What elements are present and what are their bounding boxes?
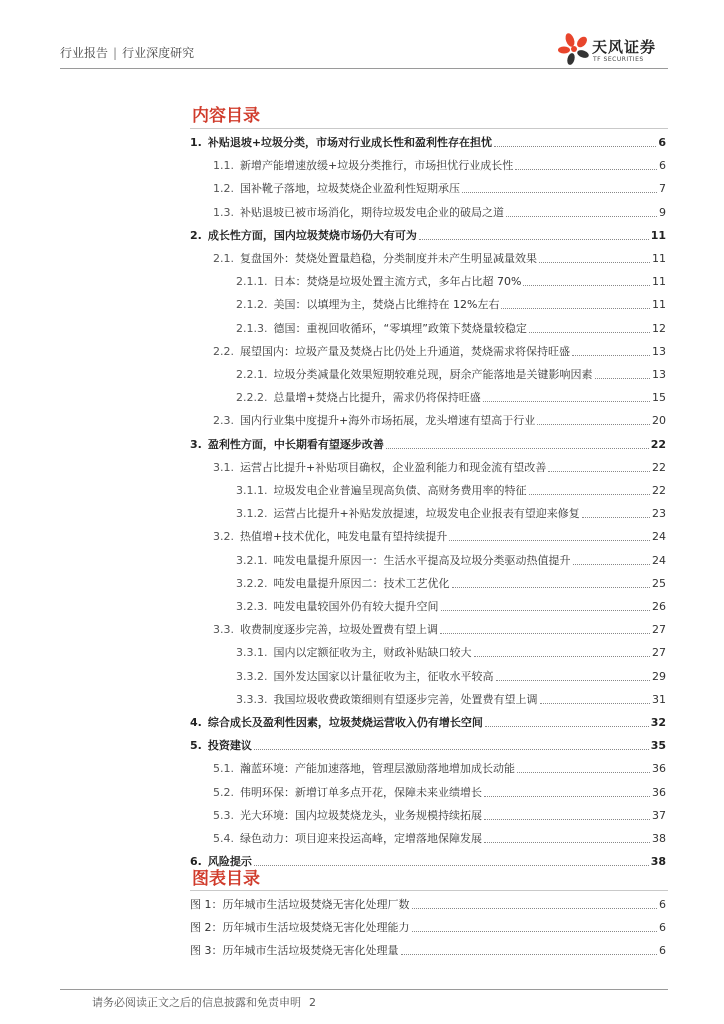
toc-entry[interactable] <box>213 339 666 359</box>
toc-entry-number: 2.1. <box>213 252 234 265</box>
toc-entry-page: 24 <box>652 530 666 544</box>
toc-entry-page: 6 <box>658 136 666 149</box>
toc-entry-title: 总量增+焚烧占比提升，需求仍将保持旺盛 <box>273 391 481 405</box>
toc-entry-title: 伟明环保：新增订单多点开花，保障未来业绩增长 <box>240 785 482 799</box>
header-divider <box>60 68 668 69</box>
toc-entry-number: 5.1. <box>213 762 234 776</box>
toc-entry-page: 38 <box>652 832 666 845</box>
toc-entry-number: 3. <box>190 437 202 451</box>
toc-heading-rule <box>190 128 668 129</box>
toc-entry-title: 光大环境：国内垃圾焚烧龙头，业务规模持续拓展 <box>240 808 482 822</box>
toc-dot-leader <box>523 285 650 286</box>
toc-entry-page: 11 <box>652 275 666 289</box>
toc-entry-page: 25 <box>652 576 666 590</box>
toc-entry-page: 24 <box>652 553 666 567</box>
figure-entry-title: 图 2：历年城市生活垃圾焚烧无害化处理能力 <box>190 921 410 934</box>
toc-dot-leader <box>506 216 657 217</box>
toc-entry[interactable] <box>236 316 666 336</box>
toc-entry-page: 29 <box>652 669 666 683</box>
toc-dot-leader <box>515 169 657 170</box>
toc-entry-title: 日本：焚烧是垃圾处置主流方式，多年占比超 70% <box>273 275 522 289</box>
header-report-type: 行业报告 <box>60 46 109 60</box>
toc-dot-leader <box>254 865 649 866</box>
toc-entry[interactable] <box>236 478 666 498</box>
header-breadcrumb <box>60 44 194 61</box>
toc-entry-page: 36 <box>652 762 666 776</box>
page-number: 2 <box>309 996 316 1009</box>
toc-entry-title: 垃圾发电企业普遍呈现高负债、高财务费用率的特征 <box>273 484 527 497</box>
toc-heading: 内容目录 <box>192 106 260 126</box>
toc-entry[interactable] <box>236 687 666 707</box>
toc-dot-leader <box>386 448 649 449</box>
figure-entry-page: 6 <box>659 921 666 934</box>
figure-dot-leader <box>412 908 658 909</box>
toc-entry[interactable] <box>190 733 666 753</box>
toc-entry[interactable] <box>236 292 666 312</box>
toc-entry-page: 7 <box>659 182 666 196</box>
toc-dot-leader <box>529 332 650 333</box>
toc-entry-title: 热值增+技术优化，吨发电量有望持续提升 <box>240 530 448 544</box>
toc-entry-number: 3.1. <box>213 460 234 474</box>
toc-entry-number: 2.2.1. <box>236 368 268 381</box>
figure-entry-title: 图 3：历年城市生活垃圾焚烧无害化处理量 <box>190 944 399 957</box>
toc-dot-leader <box>573 564 651 565</box>
toc-dot-leader <box>449 540 650 541</box>
toc-entry-number: 3.3.1. <box>236 646 268 660</box>
toc-entry[interactable] <box>213 246 666 266</box>
toc-entry-title: 美国：以填埋为主，焚烧占比维持在 12%左右 <box>273 298 500 312</box>
toc-entry-page: 38 <box>650 855 666 869</box>
toc-entry-number: 5. <box>190 739 202 753</box>
toc-entry[interactable] <box>213 826 666 846</box>
toc-entry-title: 我国垃圾收费政策细则有望逐步完善，处置费有望上调 <box>273 692 538 706</box>
header-separator: | <box>113 46 118 60</box>
toc-dot-leader <box>517 772 650 773</box>
toc-entry[interactable] <box>213 153 666 173</box>
toc-entry-title: 综合成长及盈利性因素，垃圾焚烧运营收入仍有增长空间 <box>207 716 483 729</box>
toc-dot-leader <box>540 703 651 704</box>
toc-entry[interactable] <box>236 571 666 591</box>
toc-dot-leader <box>484 819 650 820</box>
flower-logo-icon <box>558 32 592 68</box>
toc-entry-page: 9 <box>659 205 666 219</box>
toc-entry[interactable] <box>236 640 666 660</box>
figures-heading: 图表目录 <box>192 869 260 889</box>
page-footer <box>92 994 316 1010</box>
toc-dot-leader <box>484 842 650 843</box>
toc-entry-number: 5.3. <box>213 808 234 822</box>
toc-entry-title: 收费制度逐步完善，垃圾处置费有望上调 <box>240 623 438 637</box>
toc-entry-title: 吨发电量较国外仍有较大提升空间 <box>273 600 439 613</box>
toc-entry-number: 2.3. <box>213 414 234 428</box>
toc-entry-title: 风险提示 <box>207 855 252 869</box>
toc-entry-number: 3.3.2. <box>236 669 268 683</box>
toc-entry-title: 瀚蓝环境：产能加速落地，管理层激励落地增加成长动能 <box>240 762 515 776</box>
figure-entry-page: 6 <box>659 944 666 957</box>
toc-entry-number: 3.1.2. <box>236 507 268 521</box>
toc-dot-leader <box>254 749 649 750</box>
toc-entry-page: 37 <box>652 808 666 822</box>
toc-entry[interactable] <box>236 385 666 405</box>
toc-entry-title: 国内以定额征收为主，财政补贴缺口较大 <box>273 646 472 660</box>
toc-entry-number: 4. <box>190 716 202 729</box>
figure-entry[interactable] <box>190 938 666 958</box>
toc-entry-title: 国补靴子落地，垃圾焚烧企业盈利性短期承压 <box>240 182 460 196</box>
toc-dot-leader <box>440 633 650 634</box>
toc-entry[interactable] <box>236 362 666 382</box>
figure-entry[interactable] <box>190 892 666 912</box>
toc-entry-title: 成长性方面，国内垃圾焚烧市场仍大有可为 <box>207 228 417 242</box>
toc-entry-number: 3.2.1. <box>236 553 268 567</box>
toc-entry[interactable] <box>213 200 666 220</box>
toc-entry[interactable] <box>190 130 666 150</box>
toc-entry[interactable] <box>213 780 666 800</box>
toc-entry-title: 吨发电量提升原因一：生活水平提高及垃圾分类驱动热值提升 <box>273 553 571 567</box>
toc-entry[interactable] <box>213 176 666 196</box>
toc-dot-leader <box>539 262 650 263</box>
toc-dot-leader <box>496 680 651 681</box>
toc-entry-title: 展望国内：垃圾产量及焚烧占比仍处上升通道，焚烧需求将保持旺盛 <box>240 344 570 358</box>
toc-entry[interactable] <box>190 432 666 452</box>
toc-entry-title: 补贴退坡+垃圾分类，市场对行业成长性和盈利性存在担忧 <box>207 136 493 149</box>
toc-entry-page: 26 <box>652 600 666 613</box>
toc-entry-number: 3.2.2. <box>236 576 268 590</box>
toc-entry-title: 垃圾分类减量化效果短期较难兑现，厨余产能落地是关键影响因素 <box>273 368 593 381</box>
toc-entry-number: 1.2. <box>213 182 234 196</box>
toc-entry[interactable] <box>213 524 666 544</box>
toc-entry-title: 运营占比提升+补贴发放提速，垃圾发电企业报表有望迎来修复 <box>273 507 580 521</box>
toc-entry-page: 11 <box>652 252 666 265</box>
toc-entry-number: 3.1.1. <box>236 484 268 497</box>
toc-entry-title: 绿色动力：项目迎来投运高峰，定增落地保障发展 <box>240 832 482 845</box>
toc-entry-title: 德国：重视回收循环，“零填埋”政策下焚烧量较稳定 <box>273 321 527 335</box>
toc-entry[interactable] <box>236 664 666 684</box>
toc-entry[interactable] <box>190 849 666 869</box>
toc-entry-page: 31 <box>652 692 666 706</box>
toc-entry-number: 3.3. <box>213 623 234 637</box>
toc-entry-number: 3.2. <box>213 530 234 544</box>
toc-entry-number: 6. <box>190 855 202 869</box>
toc-entry-page: 11 <box>652 298 666 312</box>
toc-dot-leader <box>529 494 651 495</box>
toc-entry-page: 32 <box>650 716 666 729</box>
toc-entry-number: 5.4. <box>213 832 234 845</box>
figures-heading-rule <box>190 890 668 891</box>
toc-dot-leader <box>572 355 650 356</box>
figure-dot-leader <box>412 931 658 932</box>
toc-entry-page: 22 <box>650 437 666 451</box>
toc-entry[interactable] <box>236 548 666 568</box>
toc-entry-title: 国外发达国家以计量征收为主，征收水平较高 <box>273 669 494 683</box>
toc-dot-leader <box>494 146 656 147</box>
toc-entry-number: 1.1. <box>213 159 234 173</box>
toc-entry-title: 国内行业集中度提升+海外市场拓展，龙头增速有望高于行业 <box>240 414 536 428</box>
toc-entry-page: 36 <box>652 785 666 799</box>
toc-dot-leader <box>462 192 657 193</box>
toc-entry[interactable] <box>213 617 666 637</box>
toc-entry-page: 20 <box>652 414 666 428</box>
toc-dot-leader <box>452 587 651 588</box>
toc-entry[interactable] <box>236 501 666 521</box>
toc-entry-number: 2.1.2. <box>236 298 268 312</box>
toc-entry-number: 3.2.3. <box>236 600 268 613</box>
toc-entry-number: 1. <box>190 136 202 149</box>
toc-entry-title: 盈利性方面，中长期看有望逐步改善 <box>207 437 384 451</box>
toc-entry-number: 2.1.3. <box>236 321 268 335</box>
toc-entry-title: 补贴退坡已被市场消化，期待垃圾发电企业的破局之道 <box>240 205 504 219</box>
toc-entry[interactable] <box>236 594 666 614</box>
figure-entry-title: 图 1：历年城市生活垃圾焚烧无害化处理厂数 <box>190 898 410 911</box>
toc-dot-leader <box>548 471 650 472</box>
toc-entry-number: 3.3.3. <box>236 692 268 706</box>
toc-dot-leader <box>483 401 650 402</box>
footer-divider <box>60 989 668 990</box>
toc-entry-page: 23 <box>652 507 666 521</box>
toc-entry-number: 2. <box>190 228 202 242</box>
toc-entry-title: 复盘国外：焚烧处置量趋稳，分类制度并未产生明显减量效果 <box>240 252 537 265</box>
toc-dot-leader <box>484 796 650 797</box>
toc-entry[interactable] <box>190 223 666 243</box>
toc-entry[interactable] <box>190 710 666 730</box>
toc-dot-leader <box>474 656 651 657</box>
toc-entry-page: 27 <box>652 646 666 660</box>
header-report-subtype: 行业深度研究 <box>122 46 195 60</box>
disclaimer-note: 请务必阅读正文之后的信息披露和免责申明 <box>92 996 301 1009</box>
figure-entry[interactable] <box>190 915 666 935</box>
toc-entry-number: 2.1.1. <box>236 275 268 289</box>
toc-entry[interactable] <box>213 455 666 475</box>
toc-entry-title: 吨发电量提升原因二：技术工艺优化 <box>273 576 450 590</box>
toc-entry-page: 35 <box>650 739 666 753</box>
toc-entry-number: 1.3. <box>213 205 234 219</box>
toc-entry[interactable] <box>213 408 666 428</box>
company-logo <box>558 32 668 72</box>
figure-entry-page: 6 <box>659 898 666 911</box>
toc-dot-leader <box>537 424 650 425</box>
logo-english-name: TF SECURITIES <box>593 56 644 63</box>
figure-dot-leader <box>401 954 658 955</box>
toc-entry[interactable] <box>213 803 666 823</box>
toc-entry-page: 27 <box>652 623 666 637</box>
toc-entry-page: 6 <box>659 159 666 173</box>
toc-entry-title: 运营占比提升+补贴项目确权，企业盈利能力和现金流有望改善 <box>240 460 547 474</box>
toc-dot-leader <box>441 610 651 611</box>
toc-entry-page: 22 <box>652 460 666 474</box>
toc-dot-leader <box>582 517 650 518</box>
toc-entry-title: 新增产能增速放缓+垃圾分类推行，市场担忧行业成长性 <box>240 159 514 173</box>
toc-entry-number: 2.2.2. <box>236 391 268 405</box>
toc-entry-page: 15 <box>652 391 666 405</box>
logo-chinese-name: 天风证券 <box>592 38 657 56</box>
toc-entry-page: 22 <box>652 484 666 497</box>
toc-entry-title: 投资建议 <box>207 739 252 753</box>
toc-entry[interactable] <box>236 269 666 289</box>
toc-dot-leader <box>485 726 649 727</box>
toc-dot-leader <box>419 239 649 240</box>
toc-entry-number: 2.2. <box>213 344 234 358</box>
toc-entry-page: 12 <box>652 321 666 335</box>
toc-entry-page: 13 <box>652 344 666 358</box>
page-header <box>60 38 668 68</box>
toc-entry[interactable] <box>213 756 666 776</box>
toc-entry-page: 13 <box>652 368 666 381</box>
toc-dot-leader <box>501 308 650 309</box>
toc-dot-leader <box>595 378 651 379</box>
toc-entry-page: 11 <box>650 228 666 242</box>
toc-entry-number: 5.2. <box>213 785 234 799</box>
